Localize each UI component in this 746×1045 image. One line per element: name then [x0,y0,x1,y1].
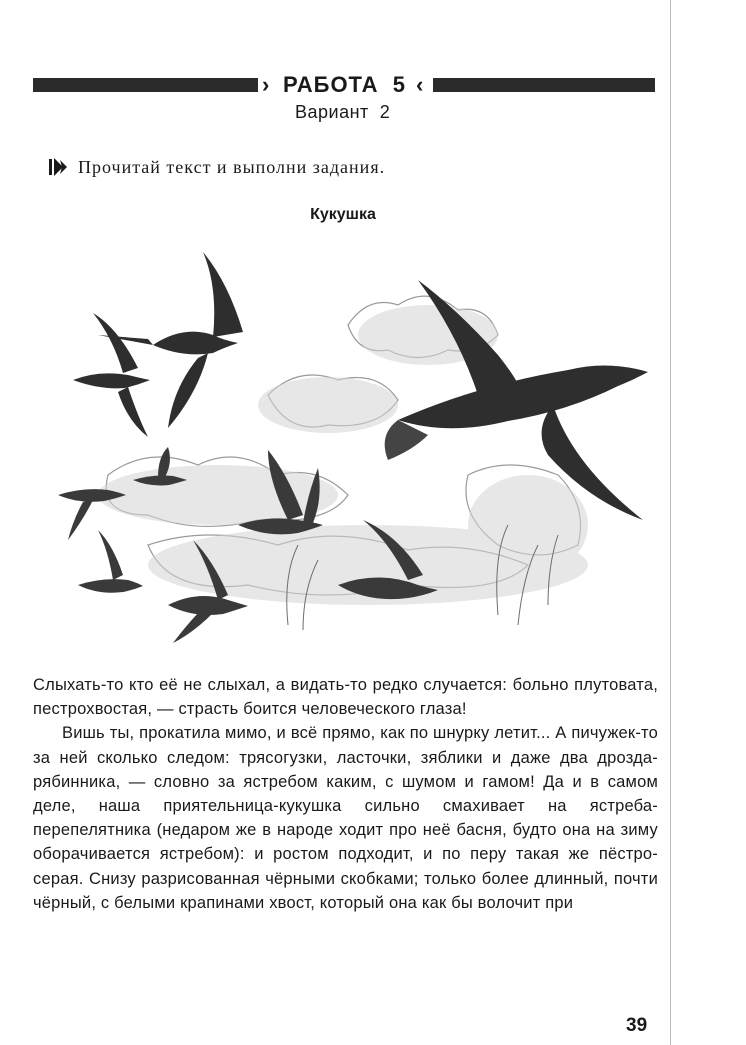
work-title: РАБОТА 5 [283,72,406,97]
instruction-marker-icon [49,157,71,177]
story-title: Кукушка [310,206,376,223]
instruction-text: Прочитай текст и выполни задания. [78,157,386,177]
variant-label: Вариант 2 [295,102,391,122]
birds-flying-illustration [48,245,658,655]
page-edge-line [670,0,671,1045]
story-paragraph-1: Слыхать-то кто её не слыхал, а видать-то редко случается: больно плутовата, пестрохвостая, — страсть боится человеческого глаза! [33,676,658,719]
header-bar-left [33,78,258,92]
story-body [33,673,658,915]
chevron-left-icon: ‹ [416,72,424,97]
page-number: 39 [626,1015,648,1036]
chevron-right-icon: › [262,72,270,97]
header-bar-right [433,78,655,92]
story-paragraph-2: Вишь ты, прокатила мимо, и всё прямо, как по шнурку летит... А пичужек-то за ней сколько следом: трясогузки, ласточки, зяблики и даже два дрозда-рябинника, — словно за ястребом каким, с шумом и гамом! Да и в самом деле, наша приятельница-кукушка сильно смахивает на ястреба-перепелятника (недаром же в народе ходит про неё басня, будто она на зиму оборачивается ястребом): и ростом подходит, и по перу такая же пёстро-серая. Снизу разрисованная чёрными скобками; только более длинный, почти чёрный, с белыми крапинами хвост, который она как бы волочит при [33,724,658,912]
